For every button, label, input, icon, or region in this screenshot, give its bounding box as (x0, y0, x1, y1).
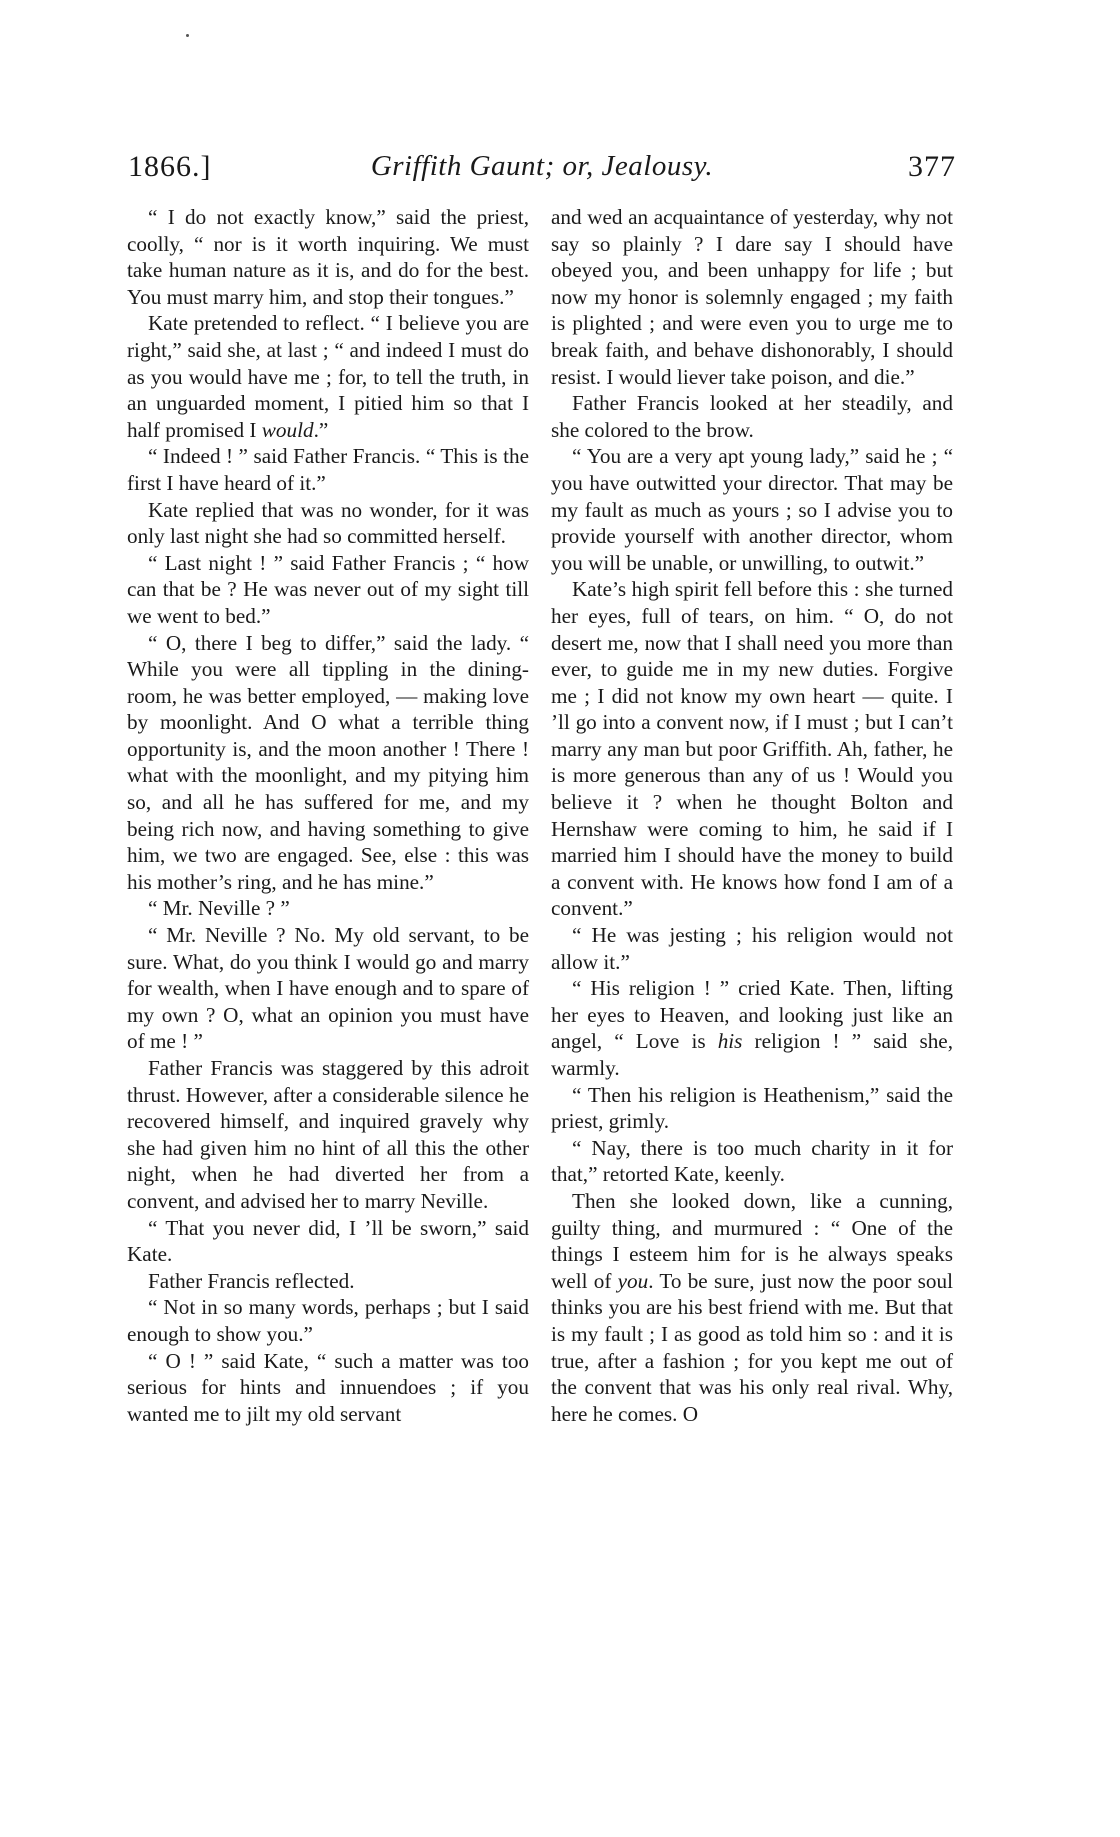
header-year: 1866.] (128, 150, 212, 183)
running-header (128, 150, 956, 194)
paragraph-text: Father Francis looked at her steadily, and she colored to the brow. (551, 391, 953, 442)
paragraph (127, 1055, 529, 1215)
paragraph (127, 895, 529, 922)
paragraph-text: “ Indeed ! ” said Father Francis. “ This is the first I have heard of it.” (127, 444, 529, 495)
paragraph (127, 1268, 529, 1295)
paragraph-text-continued: .” (313, 417, 329, 442)
paragraph-text: “ I do not exactly know,” said the priest, coolly, “ nor is it worth inquiring. We must take human nature as it is, and do for the best. You must marry him, and stop their tongues.” (127, 205, 529, 309)
paragraph (551, 975, 953, 1081)
paragraph-text: “ That you never did, I ’ll be sworn,” said Kate. (127, 1215, 529, 1267)
paragraph (551, 204, 953, 390)
emphasis: his (717, 1029, 743, 1054)
emphasis: you (617, 1268, 649, 1293)
paragraph (551, 443, 953, 576)
paragraph (127, 550, 529, 630)
left-column (127, 204, 529, 1427)
paragraph (551, 1188, 953, 1427)
paragraph-text: Father Francis was staggered by this adroit thrust. However, after a considerable silence he recovered himself, and inquired gravely why she had given him no hint of all this the other night, when he had diverted her from a convent, and advised her to marry Neville. (127, 1056, 529, 1213)
paragraph (551, 1135, 953, 1188)
paragraph (551, 1082, 953, 1135)
paragraph-text: “ You are a very apt young lady,” said he ; “ you have outwitted your director. That may be my fault as much as yours ; so I advise you to provide yourself with another director, whom you will be unable, or unwilling, to outwit.” (551, 444, 953, 575)
right-column (551, 204, 953, 1427)
paragraph (127, 497, 529, 550)
paragraph-text: Kate pretended to reflect. “ I believe you are right,” said she, at last ; “ and indeed I must do as you would have me ; for, to tell the truth, in an unguarded moment, I pitied him so that I half promised I (127, 311, 529, 442)
paragraph-text-continued: religion ! ” said she, warmly. (551, 1029, 953, 1080)
paragraph (127, 204, 529, 310)
paragraph-text: “ O, there I beg to differ,” said the lady. “ While you were all tippling in the dining-room, he was better employed, — making love by moonlight. And O what a terrible thing opportunity is, and the moon another ! There ! what with the moonlight, and my pitying him so, and all he has suffered for me, and my being rich now, and having something to give him, we two are engaged. See, else : this was his mother’s ring, and he has mine.” (127, 630, 529, 894)
paragraph-text: “ Not in so many words, perhaps ; but I said enough to show you.” (127, 1295, 529, 1346)
paragraph-text: “ Nay, there is too much charity in it for that,” retorted Kate, keenly. (551, 1135, 953, 1187)
paragraph (127, 310, 529, 443)
paragraph-text: “ Mr. Neville ? No. My old servant, to be sure. What, do you think I would go and marry for wealth, when I have enough and to spare of my own ? O, what an opinion you must have of me ! ” (127, 923, 529, 1054)
paragraph-text: Kate replied that was no wonder, for it was only last night she had so committed herself. (127, 497, 529, 549)
paragraph-text: “ Then his religion is Heathenism,” said the priest, grimly. (551, 1082, 953, 1134)
paragraph-text: Then she looked down, like a cunning, guilty thing, and murmured : “ One of the things I esteem him for is he always speaks well of (551, 1188, 953, 1293)
paragraph-text: Kate’s high spirit fell before this : she turned her eyes, full of tears, on him. “ O, do not desert me, now that I shall need you more than ever, to guide me in my new duties. Forgive me ; I did not know my own heart — quite. I ’ll go into a convent now, if I must ; but I can’t marry any man but poor Griffith. Ah, father, he is more generous than any of us ! Would you believe it ? when he thought Bolton and Hernshaw were coming to him, he said if I married him I should have the money to build a convent with. He knows how fond I am of a convent.” (551, 577, 953, 921)
paragraph-text: “ He was jesting ; his religion would not allow it.” (551, 923, 953, 974)
paragraph (551, 922, 953, 975)
paragraph (127, 1348, 529, 1428)
paragraph-text: “ O ! ” said Kate, “ such a matter was too serious for hints and innuendoes ; if you wanted me to jilt my old servant (127, 1348, 529, 1426)
paragraph-text-continued: . To be sure, just now the poor soul thinks you are his best friend with me. But that is my fault ; I as good as told him so : and it is true, after a fashion ; for you kept me out of the convent that was his only real rival. Why, here he comes. O (551, 1268, 953, 1426)
emphasis: would (261, 417, 314, 442)
paragraph (127, 922, 529, 1055)
header-title: Griffith Gaunt; or, Jealousy. (370, 150, 714, 182)
paragraph (127, 630, 529, 896)
paragraph (551, 576, 953, 922)
paragraph (127, 443, 529, 496)
paragraph-text: “ His religion ! ” cried Kate. Then, lifting her eyes to Heaven, and looking just like an angel, “ Love is (551, 976, 953, 1054)
page-number: 377 (908, 150, 956, 183)
paragraph-text: Father Francis reflected. (148, 1268, 355, 1293)
paragraph (551, 390, 953, 443)
paragraph (127, 1294, 529, 1347)
paper-speck (186, 34, 189, 37)
paragraph-text: and wed an acquaintance of yesterday, why not say so plainly ? I dare say I should have obeyed you, and been unhappy for life ; but now my honor is solemnly engaged ; my faith is plighted ; and were even you to urge me to break faith, and behave dishonorably, I should resist. I would liever take poison, and die.” (551, 205, 953, 389)
paragraph (127, 1215, 529, 1268)
paragraph-text: “ Last night ! ” said Father Francis ; “ how can that be ? He was never out of my sight till we went to bed.” (127, 550, 529, 628)
paragraph-text: “ Mr. Neville ? ” (148, 896, 290, 921)
